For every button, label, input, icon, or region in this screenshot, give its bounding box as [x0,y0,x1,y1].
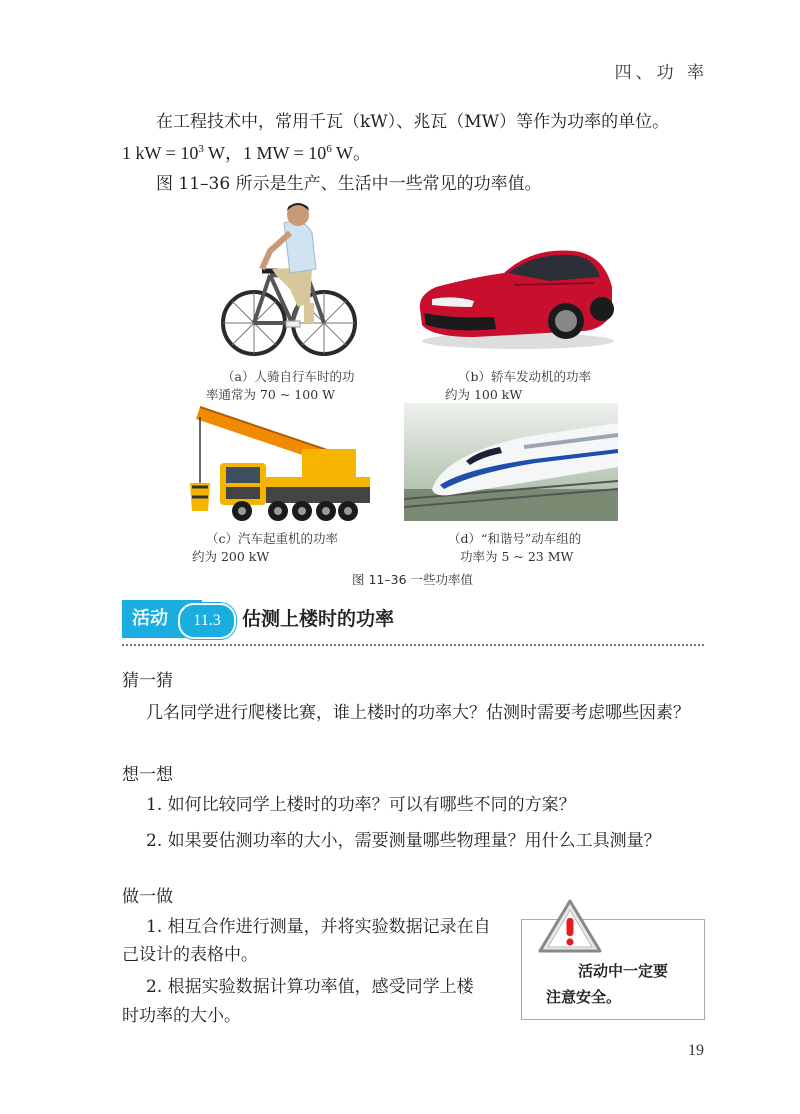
warning-triangle-icon [538,898,602,954]
safety-warning-box [521,919,705,1020]
exponent-6: 6 [326,143,332,155]
exponent-3: 3 [198,143,204,155]
crane-truck-image [186,403,372,527]
warning-line-2: 注意安全。 [546,988,622,1006]
warning-line-1: 活动中一定要 [578,962,669,980]
activity-tag: 活动 [122,600,202,638]
unit-eq-c: W。 [331,143,371,163]
section-divider [122,644,704,646]
unit-eq-b: W，1 MW = 10 [203,143,327,163]
train-image [404,403,618,521]
intro-line-2 [122,138,371,168]
caption-b-line1: （b）轿车发动机的功率 [458,369,592,384]
activity-number: 11.3 [178,603,236,639]
caption-a-line1: （a）人骑自行车时的功 [222,369,355,384]
do-item-1-line1: 1. 相互合作进行测量，并将实验数据记录在自 [146,917,491,937]
guess-text: 几名同学进行爬楼比赛，谁上楼时的功率大？估测时需要考虑哪些因素？ [146,703,690,723]
sedan-image [414,237,616,352]
guess-heading: 猜一猜 [122,671,173,691]
page-number: 19 [688,1042,704,1059]
intro-line-3: 图 11–36 所示是生产、生活中一些常见的功率值。 [156,174,542,194]
think-item-1: 1. 如何比较同学上楼时的功率？可以有哪些不同的方案？ [146,795,576,815]
cyclist-image [212,203,362,363]
caption-b-line2: 约为 100 kW [445,387,523,402]
running-head: 四、功 率 [614,63,708,83]
caption-a-line2: 率通常为 70 ~ 100 W [206,387,335,402]
do-item-2-line2: 时功率的大小。 [122,1006,241,1026]
think-heading: 想一想 [122,765,173,785]
think-item-2: 2. 如果要估测功率的大小，需要测量哪些物理量？用什么工具测量？ [146,831,661,851]
caption-c-line2: 约为 200 kW [192,549,270,564]
caption-d-line2: 功率为 5 ~ 23 MW [460,549,574,564]
do-item-2-line1: 2. 根据实验数据计算功率值，感受同学上楼 [146,977,474,997]
unit-eq-a: 1 kW = 10 [122,143,199,163]
caption-c-line1: （c）汽车起重机的功率 [206,531,339,546]
caption-d-line1: （d）“和谐号”动车组的 [448,531,582,546]
activity-title: 估测上楼时的功率 [242,608,395,630]
intro-line-1: 在工程技术中，常用千瓦（kW）、兆瓦（MW）等作为功率的单位。 [156,112,670,132]
do-heading: 做一做 [122,887,173,907]
do-item-1-line2: 己设计的表格中。 [122,945,258,965]
figure-title: 图 11–36 一些功率值 [352,572,474,587]
